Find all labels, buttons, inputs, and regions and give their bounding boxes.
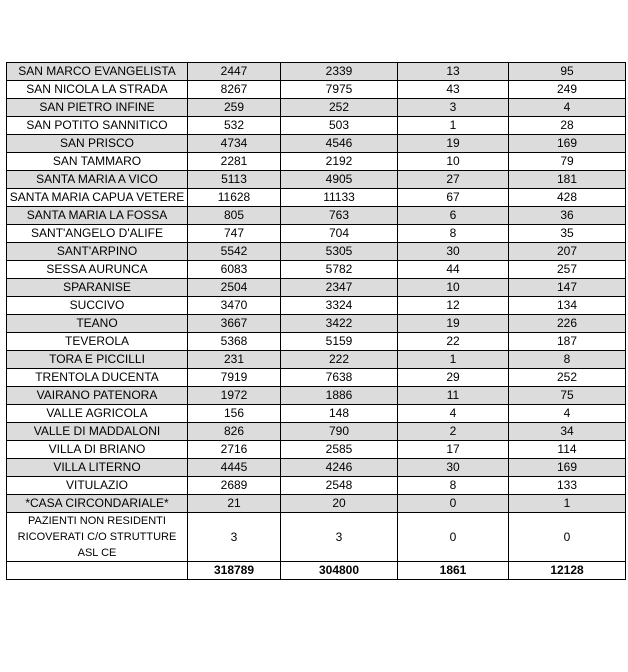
table-row (7, 495, 626, 513)
table-row (7, 279, 626, 297)
value-col-1: 2689 (188, 477, 281, 495)
table-row (7, 81, 626, 99)
total-label (7, 562, 188, 580)
value-col-3: 17 (398, 441, 509, 459)
municipality-name: VALLE AGRICOLA (7, 405, 188, 423)
value-col-4: 257 (509, 261, 626, 279)
table-row (7, 171, 626, 189)
value-col-1: 5368 (188, 333, 281, 351)
municipality-name: VILLA LITERNO (7, 459, 188, 477)
value-col-1: 21 (188, 495, 281, 513)
value-col-2: 5782 (281, 261, 398, 279)
table-row (7, 315, 626, 333)
total-value-col-2: 304800 (281, 562, 398, 580)
table-row (7, 297, 626, 315)
table-row (7, 153, 626, 171)
table-row (7, 261, 626, 279)
value-col-1: 5542 (188, 243, 281, 261)
table-row (7, 189, 626, 207)
value-col-4: 75 (509, 387, 626, 405)
value-col-4: 36 (509, 207, 626, 225)
value-col-4: 428 (509, 189, 626, 207)
value-col-4: 4 (509, 405, 626, 423)
value-col-1: 259 (188, 99, 281, 117)
value-col-2: 5159 (281, 333, 398, 351)
value-col-2: 2339 (281, 63, 398, 81)
table-row (7, 135, 626, 153)
table-row (7, 117, 626, 135)
municipality-name: SANT'ARPINO (7, 243, 188, 261)
value-col-1: 11628 (188, 189, 281, 207)
value-col-2: 503 (281, 117, 398, 135)
municipality-name: VAIRANO PATENORA (7, 387, 188, 405)
value-col-2: 20 (281, 495, 398, 513)
value-col-1: 2504 (188, 279, 281, 297)
municipality-name: SANTA MARIA CAPUA VETERE (7, 189, 188, 207)
value-col-3: 1 (398, 351, 509, 369)
table-row (7, 63, 626, 81)
value-col-3: 44 (398, 261, 509, 279)
table-row (7, 99, 626, 117)
value-col-4: 147 (509, 279, 626, 297)
value-col-3: 27 (398, 171, 509, 189)
value-col-4: 169 (509, 459, 626, 477)
value-col-2: 7975 (281, 81, 398, 99)
value-col-2: 11133 (281, 189, 398, 207)
total-value-col-4: 12128 (509, 562, 626, 580)
value-col-4: 226 (509, 315, 626, 333)
municipality-name: SUCCIVO (7, 297, 188, 315)
municipality-name: SAN PIETRO INFINE (7, 99, 188, 117)
value-col-4: 133 (509, 477, 626, 495)
value-col-2: 3 (281, 513, 398, 562)
municipality-name: TRENTOLA DUCENTA (7, 369, 188, 387)
value-col-1: 231 (188, 351, 281, 369)
municipality-name: SAN POTITO SANNITICO (7, 117, 188, 135)
value-col-4: 8 (509, 351, 626, 369)
value-col-2: 4546 (281, 135, 398, 153)
value-col-2: 2548 (281, 477, 398, 495)
municipality-name: VILLA DI BRIANO (7, 441, 188, 459)
municipality-name: TEVEROLA (7, 333, 188, 351)
value-col-4: 114 (509, 441, 626, 459)
value-col-1: 4445 (188, 459, 281, 477)
value-col-3: 67 (398, 189, 509, 207)
municipality-name: SAN MARCO EVANGELISTA (7, 63, 188, 81)
table-row (7, 459, 626, 477)
value-col-4: 252 (509, 369, 626, 387)
value-col-3: 19 (398, 315, 509, 333)
value-col-1: 532 (188, 117, 281, 135)
value-col-3: 0 (398, 513, 509, 562)
value-col-3: 43 (398, 81, 509, 99)
table-row (7, 387, 626, 405)
value-col-2: 148 (281, 405, 398, 423)
total-value-col-3: 1861 (398, 562, 509, 580)
municipality-name: SESSA AURUNCA (7, 261, 188, 279)
value-col-2: 763 (281, 207, 398, 225)
value-col-3: 1 (398, 117, 509, 135)
value-col-1: 3 (188, 513, 281, 562)
value-col-4: 34 (509, 423, 626, 441)
total-row (7, 562, 626, 580)
table-row (7, 369, 626, 387)
value-col-3: 11 (398, 387, 509, 405)
value-col-3: 12 (398, 297, 509, 315)
municipality-name: PAZIENTI NON RESIDENTI RICOVERATI C/O STRUTTURE ASL CE (7, 513, 188, 562)
value-col-3: 29 (398, 369, 509, 387)
value-col-3: 4 (398, 405, 509, 423)
value-col-1: 156 (188, 405, 281, 423)
municipality-name: SAN PRISCO (7, 135, 188, 153)
value-col-2: 704 (281, 225, 398, 243)
value-col-4: 1 (509, 495, 626, 513)
table-row (7, 243, 626, 261)
value-col-2: 4246 (281, 459, 398, 477)
table-row (7, 477, 626, 495)
municipality-name: VITULAZIO (7, 477, 188, 495)
value-col-3: 6 (398, 207, 509, 225)
table-row (7, 351, 626, 369)
value-col-4: 79 (509, 153, 626, 171)
value-col-1: 2447 (188, 63, 281, 81)
value-col-1: 2716 (188, 441, 281, 459)
table-row (7, 405, 626, 423)
value-col-1: 4734 (188, 135, 281, 153)
value-col-2: 222 (281, 351, 398, 369)
municipality-name: SAN NICOLA LA STRADA (7, 81, 188, 99)
value-col-3: 8 (398, 477, 509, 495)
value-col-1: 5113 (188, 171, 281, 189)
municipality-name: TEANO (7, 315, 188, 333)
value-col-2: 7638 (281, 369, 398, 387)
value-col-4: 169 (509, 135, 626, 153)
table-row (7, 207, 626, 225)
value-col-2: 252 (281, 99, 398, 117)
total-value-col-1: 318789 (188, 562, 281, 580)
municipality-name: TORA E PICCILLI (7, 351, 188, 369)
value-col-1: 7919 (188, 369, 281, 387)
value-col-1: 3470 (188, 297, 281, 315)
value-col-3: 30 (398, 459, 509, 477)
municipality-table (6, 62, 626, 580)
value-col-2: 790 (281, 423, 398, 441)
value-col-4: 0 (509, 513, 626, 562)
value-col-1: 8267 (188, 81, 281, 99)
value-col-3: 0 (398, 495, 509, 513)
value-col-2: 2347 (281, 279, 398, 297)
value-col-2: 1886 (281, 387, 398, 405)
value-col-1: 6083 (188, 261, 281, 279)
table-row (7, 441, 626, 459)
value-col-1: 2281 (188, 153, 281, 171)
municipality-name: SAN TAMMARO (7, 153, 188, 171)
value-col-4: 4 (509, 99, 626, 117)
value-col-4: 187 (509, 333, 626, 351)
value-col-2: 3324 (281, 297, 398, 315)
value-col-3: 19 (398, 135, 509, 153)
value-col-3: 10 (398, 279, 509, 297)
value-col-4: 95 (509, 63, 626, 81)
value-col-3: 2 (398, 423, 509, 441)
value-col-4: 35 (509, 225, 626, 243)
value-col-4: 134 (509, 297, 626, 315)
value-col-1: 3667 (188, 315, 281, 333)
value-col-1: 805 (188, 207, 281, 225)
value-col-4: 28 (509, 117, 626, 135)
value-col-2: 2585 (281, 441, 398, 459)
value-col-4: 181 (509, 171, 626, 189)
value-col-2: 5305 (281, 243, 398, 261)
value-col-4: 249 (509, 81, 626, 99)
table-row (7, 225, 626, 243)
value-col-1: 1972 (188, 387, 281, 405)
value-col-3: 3 (398, 99, 509, 117)
value-col-2: 4905 (281, 171, 398, 189)
value-col-3: 22 (398, 333, 509, 351)
municipality-name: SPARANISE (7, 279, 188, 297)
municipality-name: SANTA MARIA LA FOSSA (7, 207, 188, 225)
municipality-name: SANT'ANGELO D'ALIFE (7, 225, 188, 243)
value-col-2: 3422 (281, 315, 398, 333)
value-col-3: 8 (398, 225, 509, 243)
value-col-1: 826 (188, 423, 281, 441)
table-row (7, 423, 626, 441)
value-col-3: 13 (398, 63, 509, 81)
value-col-3: 30 (398, 243, 509, 261)
value-col-1: 747 (188, 225, 281, 243)
value-col-4: 207 (509, 243, 626, 261)
value-col-2: 2192 (281, 153, 398, 171)
value-col-3: 10 (398, 153, 509, 171)
municipality-name: SANTA MARIA A VICO (7, 171, 188, 189)
municipality-name: VALLE DI MADDALONI (7, 423, 188, 441)
municipality-name: *CASA CIRCONDARIALE* (7, 495, 188, 513)
table-row (7, 333, 626, 351)
table-row (7, 513, 626, 562)
